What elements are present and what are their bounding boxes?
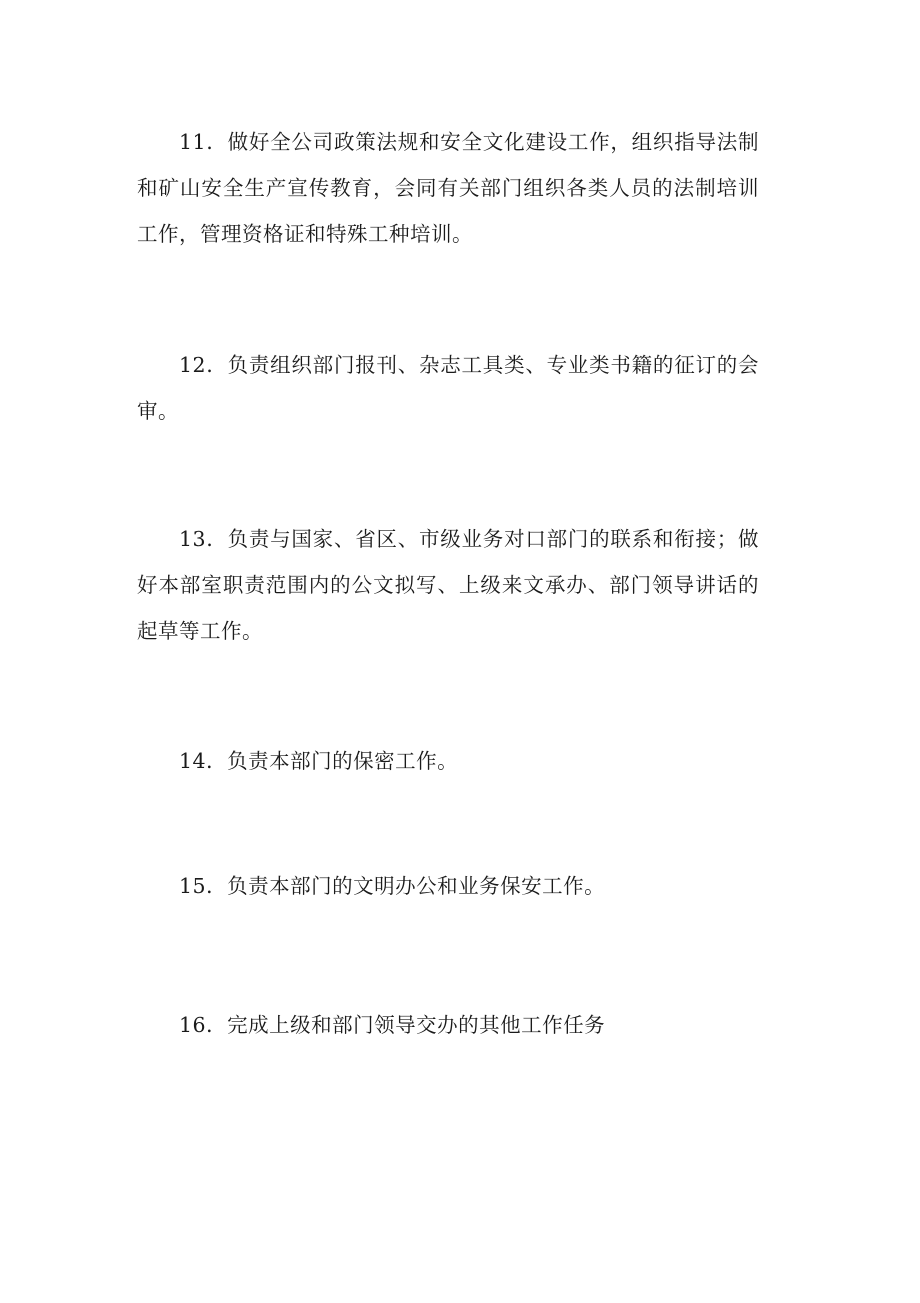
list-item — [137, 342, 759, 434]
list-item — [137, 516, 759, 654]
item-number: 13． — [179, 527, 228, 551]
item-number: 11． — [179, 130, 228, 154]
item-number: 14． — [179, 749, 228, 773]
list-item — [137, 119, 759, 257]
item-number: 16． — [179, 1013, 228, 1037]
item-text: 完成上级和部门领导交办的其他工作任务 — [227, 1013, 606, 1037]
item-text: 负责本部门的保密工作。 — [227, 749, 459, 773]
item-number: 15． — [179, 874, 228, 898]
list-item — [137, 738, 759, 784]
item-text: 负责组织部门报刊、杂志工具类、专业类书籍的征订的会审。 — [137, 353, 759, 423]
item-number: 12． — [179, 353, 228, 377]
item-text: 负责本部门的文明办公和业务保安工作。 — [227, 874, 606, 898]
item-text: 负责与国家、省区、市级业务对口部门的联系和衔接；做好本部室职责范围内的公文拟写、上级来文承办、部门领导讲话的起草等工作。 — [137, 527, 759, 643]
item-text: 做好全公司政策法规和安全文化建设工作，组织指导法制和矿山安全生产宣传教育，会同有关部门组织各类人员的法制培训工作，管理资格证和特殊工种培训。 — [137, 130, 759, 246]
list-item — [137, 1002, 759, 1048]
list-item — [137, 863, 759, 909]
